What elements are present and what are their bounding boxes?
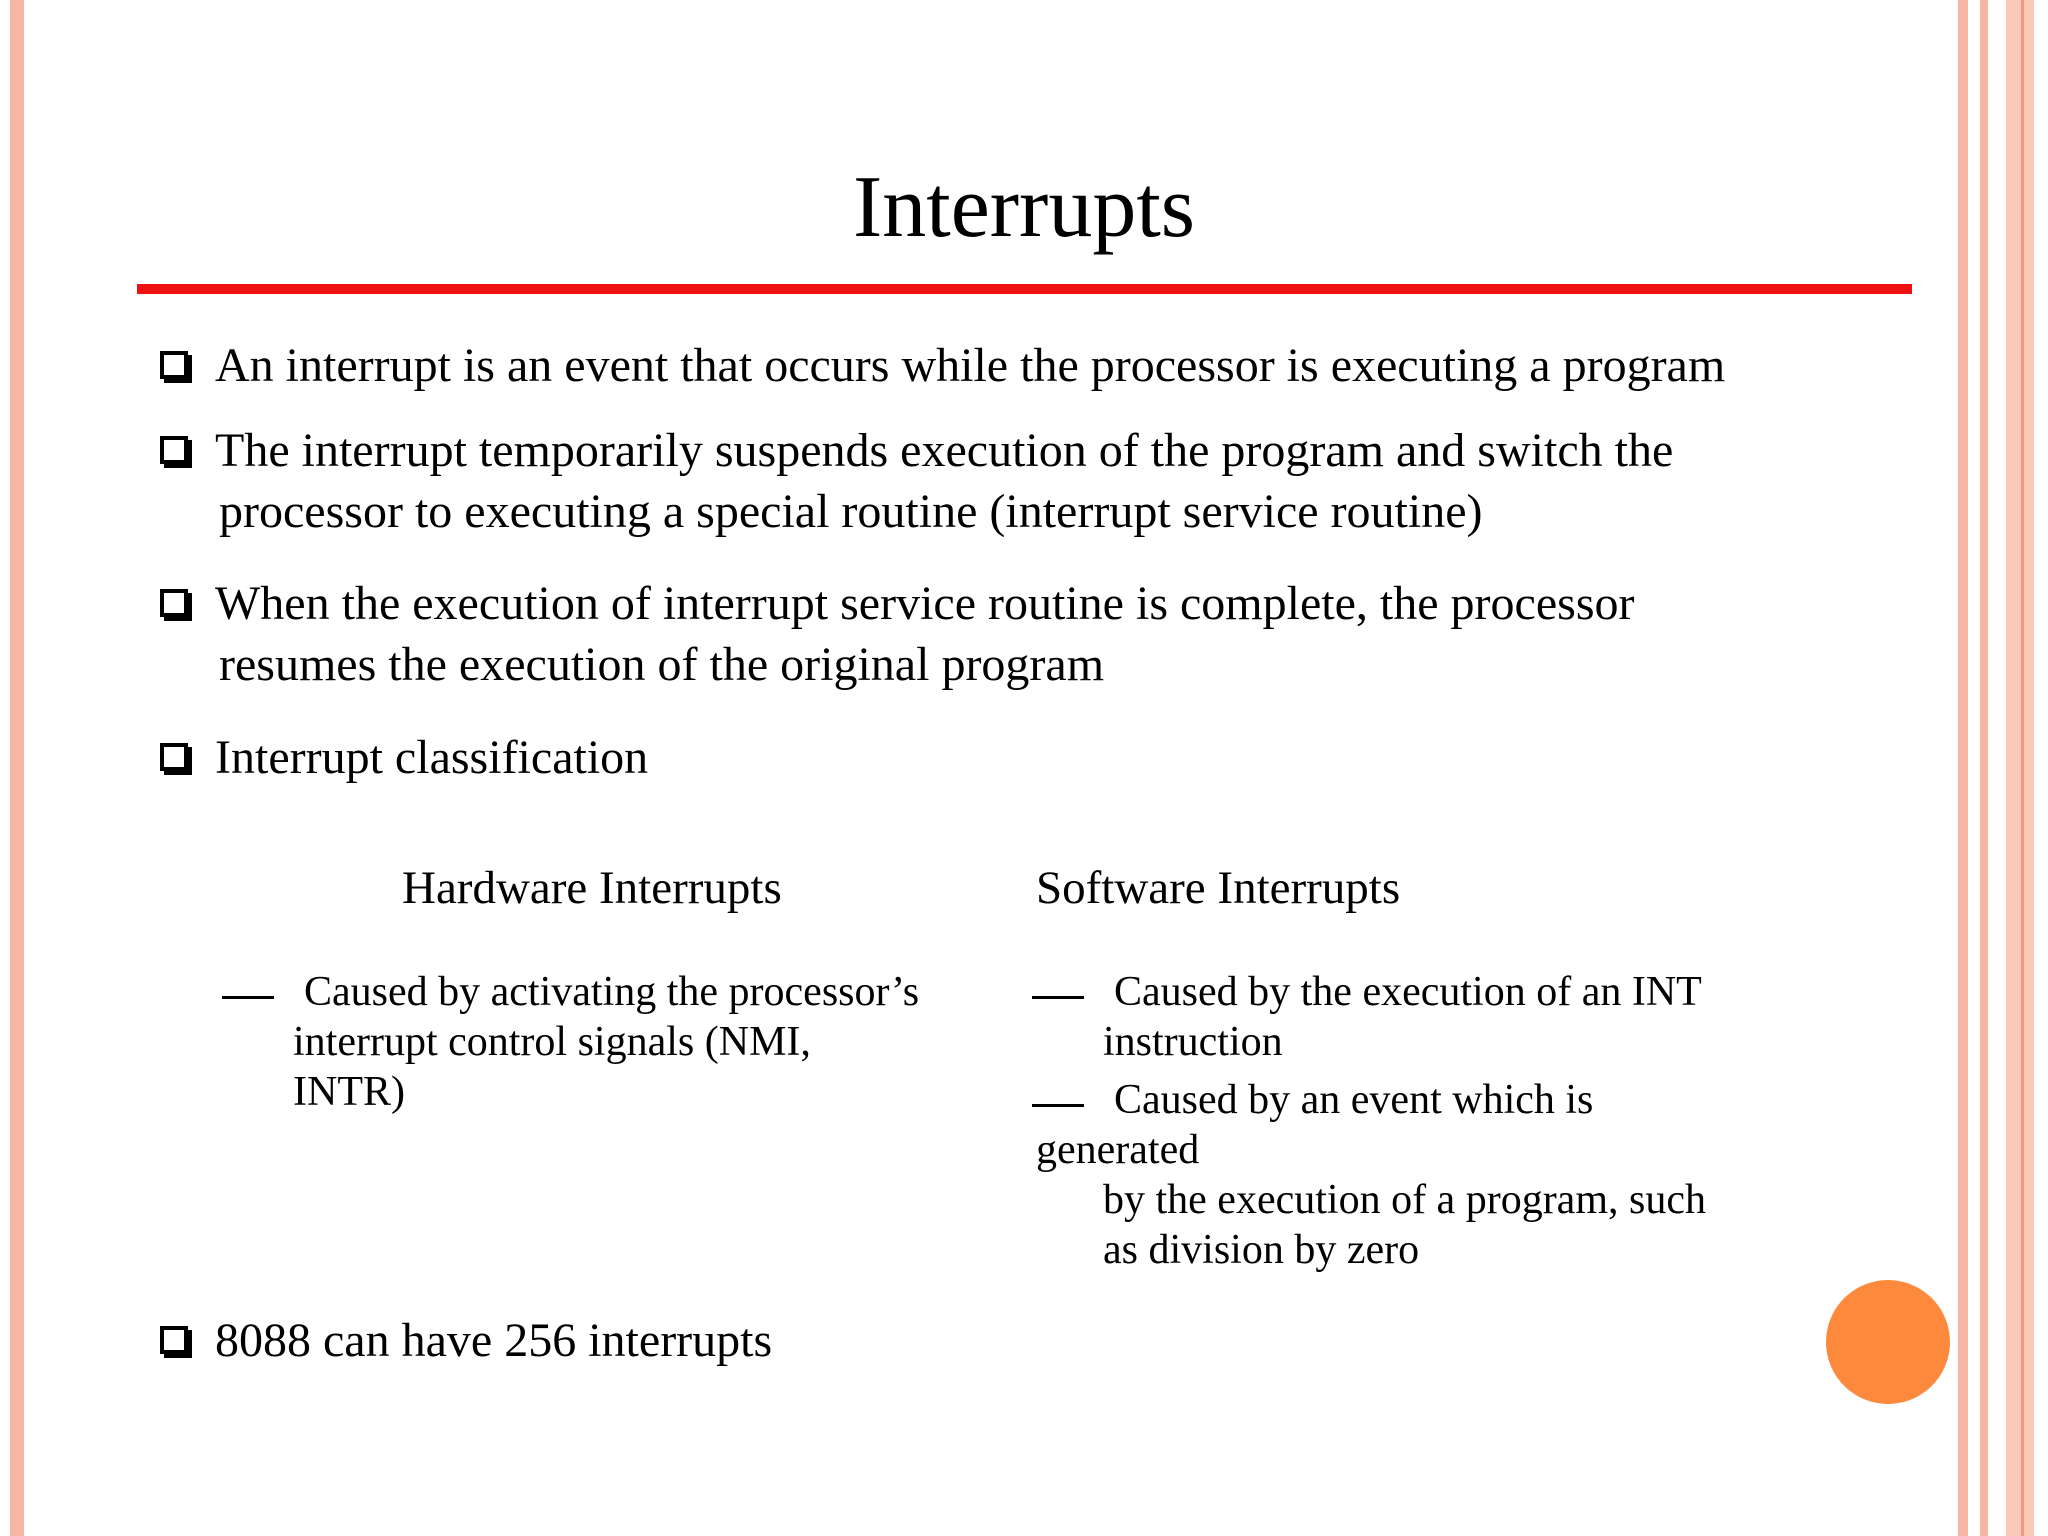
bullet-text: An interrupt is an event that occurs while the processor is executing a program [215,339,1726,392]
hardware-item-text: INTR) [293,1069,405,1115]
bullet-text: Interrupt classification [215,731,649,784]
checkbox-bullet-icon [160,1326,188,1354]
software-item-text: as division by zero [1103,1227,1420,1273]
bullet-text: processor to executing a special routine (interrupt service routine) [219,485,1483,538]
software-item-text: instruction [1103,1019,1283,1065]
decorative-orange-circle [1826,1280,1950,1404]
checkbox-bullet-icon [160,436,188,464]
bullet-text: 8088 can have 256 interrupts [215,1314,773,1367]
bullet-text: The interrupt temporarily suspends execution of the program and switch the [215,424,1674,477]
software-item-text: Caused by the execution of an INT [1114,969,1702,1015]
software-item-text: Caused by an event which is [1114,1077,1594,1123]
dash-bullet [1032,1104,1084,1107]
checkbox-bullet-icon [160,743,188,771]
bullet-text: resumes the execution of the original program [219,638,1105,691]
dash-bullet [222,996,274,999]
hardware-item-text: Caused by activating the processor’s [304,969,920,1015]
title-underline [137,284,1912,294]
software-item-text: by the execution of a program, such [1103,1177,1706,1223]
software-interrupts-heading: Software Interrupts [1036,862,1401,914]
hardware-item-text: interrupt control signals (NMI, [293,1019,811,1065]
bullet-text: When the execution of interrupt service routine is complete, the processor [215,577,1635,630]
hardware-interrupts-heading: Hardware Interrupts [402,862,782,914]
software-item-text: generated [1036,1127,1200,1173]
dash-bullet [1032,996,1084,999]
checkbox-bullet-icon [160,351,188,379]
checkbox-bullet-icon [160,589,188,617]
slide-title: Interrupts [852,159,1196,256]
